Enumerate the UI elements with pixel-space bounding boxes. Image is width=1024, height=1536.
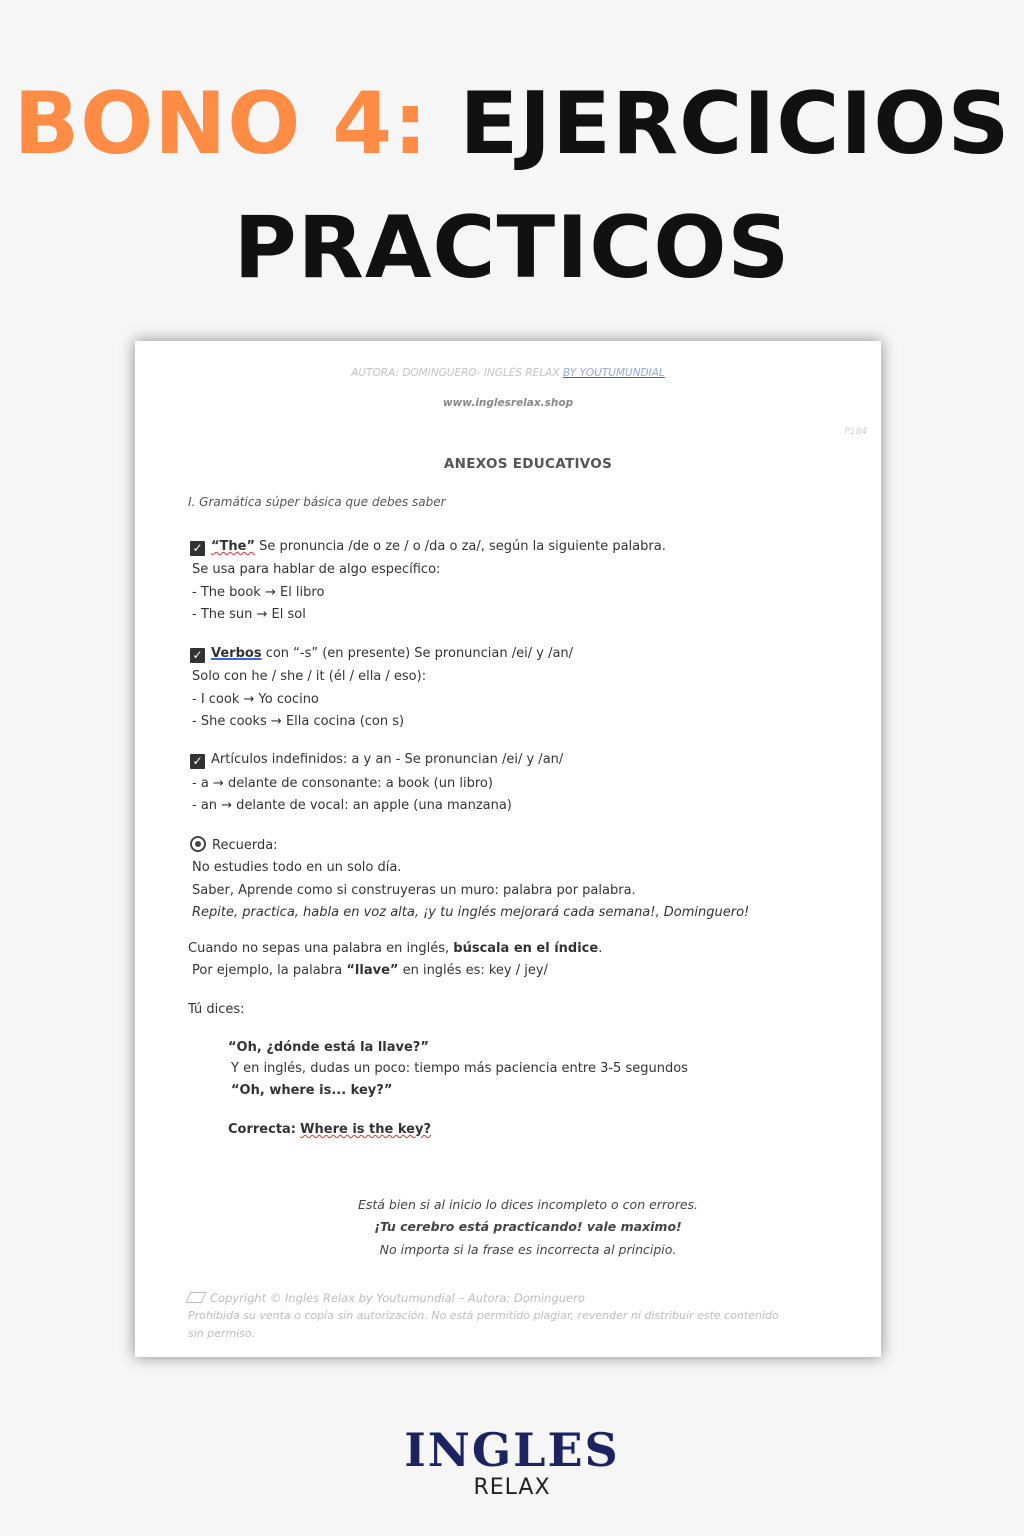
copyright-line <box>188 1291 585 1305</box>
section-title: ANEXOS EDUCATIVOS <box>443 456 613 472</box>
verbs-item-title <box>190 646 573 663</box>
articles-item-title <box>190 752 563 769</box>
pen-icon <box>185 1292 206 1303</box>
verbs-usage: Solo con he / she / it (él / ella / eso): <box>192 669 427 684</box>
index-example-start: Por ejemplo, la palabra <box>192 963 347 978</box>
page-number: P184 <box>844 427 867 437</box>
section-subtitle: I. Gramática súper básica que debes saber <box>188 495 446 509</box>
closing-line-2: ¡Tu cerebro está practicando! vale maximo! <box>374 1219 682 1234</box>
author-header <box>135 367 881 379</box>
the-word: “The” <box>211 539 256 554</box>
index-tip-bold: búscala en el índice <box>453 941 599 956</box>
remember-label: Recuerda: <box>212 838 278 853</box>
check-icon: ✓ <box>190 754 205 769</box>
website-link[interactable]: www.inglesrelax.shop <box>442 397 574 409</box>
the-item-title <box>190 539 666 556</box>
the-example-1: - The book → El libro <box>192 585 325 600</box>
copyright-notice-end: sin permiso. <box>188 1327 256 1340</box>
remember-line-1: No estudies todo en un solo día. <box>192 860 402 875</box>
correct-sentence: Where is the key? <box>300 1122 431 1137</box>
target-icon <box>190 836 206 852</box>
correct-label: Correcta: <box>228 1122 297 1137</box>
copyright-text: Copyright © Ingles Relax by Youtumundial – Autora: Dominguero <box>210 1291 585 1305</box>
verbs-example-1: - I cook → Yo cocino <box>192 692 319 707</box>
the-usage: Se usa para hablar de algo específico: <box>192 562 441 577</box>
verbs-rest: con “-s” (en presente) Se pronuncian /ei/ y /an/ <box>261 646 574 661</box>
articles-title: Artículos indefinidos: a y an - Se pronuncian /ei/ y /an/ <box>211 752 564 767</box>
you-say-label: Tú dices: <box>188 1002 245 1017</box>
headline-line-1 <box>0 62 1024 186</box>
dialog-question: “Oh, ¿dónde está la llave?” <box>228 1040 429 1055</box>
index-tip-start: Cuando no sepas una palabra en inglés, <box>188 941 454 956</box>
verbs-example-2: - She cooks → Ella cocina (con s) <box>192 714 405 729</box>
check-icon: ✓ <box>190 648 205 663</box>
dialog-attempt: “Oh, where is... key?” <box>231 1083 393 1098</box>
articles-example-2: - an → delante de vocal: an apple (una manzana) <box>192 798 512 813</box>
index-example <box>192 963 548 978</box>
check-icon: ✓ <box>190 541 205 556</box>
the-example-2: - The sun → El sol <box>192 607 306 622</box>
index-tip <box>188 941 602 956</box>
headline <box>0 62 1024 310</box>
headline-rest: EJERCICIOS <box>459 74 1011 174</box>
brand-subtitle: RELAX <box>473 1475 551 1500</box>
remember-line-2: Saber, Aprende como si construyeras un muro: palabra por palabra. <box>192 883 636 898</box>
author-text: AUTORA: DOMINGUERO- INGLÉS RELAX <box>351 367 560 379</box>
the-rest: Se pronuncia /de o ze / o /da o za/, según la siguiente palabra. <box>255 539 666 554</box>
document-page <box>135 341 881 1357</box>
articles-example-1: - a → delante de consonante: a book (un libro) <box>192 776 493 791</box>
dialog-note: Y en inglés, dudas un poco: tiempo más paciencia entre 3-5 segundos <box>231 1061 688 1076</box>
dialog-correct <box>228 1122 431 1137</box>
index-example-end: en inglés es: key / jey/ <box>398 963 548 978</box>
closing-line-1: Está bien si al inicio lo dices incompleto o con errores. <box>357 1197 699 1212</box>
index-example-bold: “llave” <box>346 963 399 978</box>
verbs-bold: Verbos <box>211 646 262 661</box>
index-tip-end: . <box>598 941 603 956</box>
remember-line-3: Repite, practica, habla en voz alta, ¡y tu inglés mejorará cada semana!, Dominguero! <box>192 905 750 920</box>
remember-title <box>190 836 278 853</box>
author-link[interactable]: BY YOUTUMUNDIAL <box>562 367 665 379</box>
headline-line-2: PRACTICOS <box>233 198 791 298</box>
copyright-notice: Prohibida su venta o copia sin autorización. No está permitido plagiar, revender ni distribuir este contenido <box>188 1309 779 1322</box>
brand-logo: INGLES <box>404 1423 620 1477</box>
closing-line-3: No importa si la frase es incorrecta al principio. <box>379 1242 677 1257</box>
headline-accent: BONO 4: <box>13 74 429 174</box>
